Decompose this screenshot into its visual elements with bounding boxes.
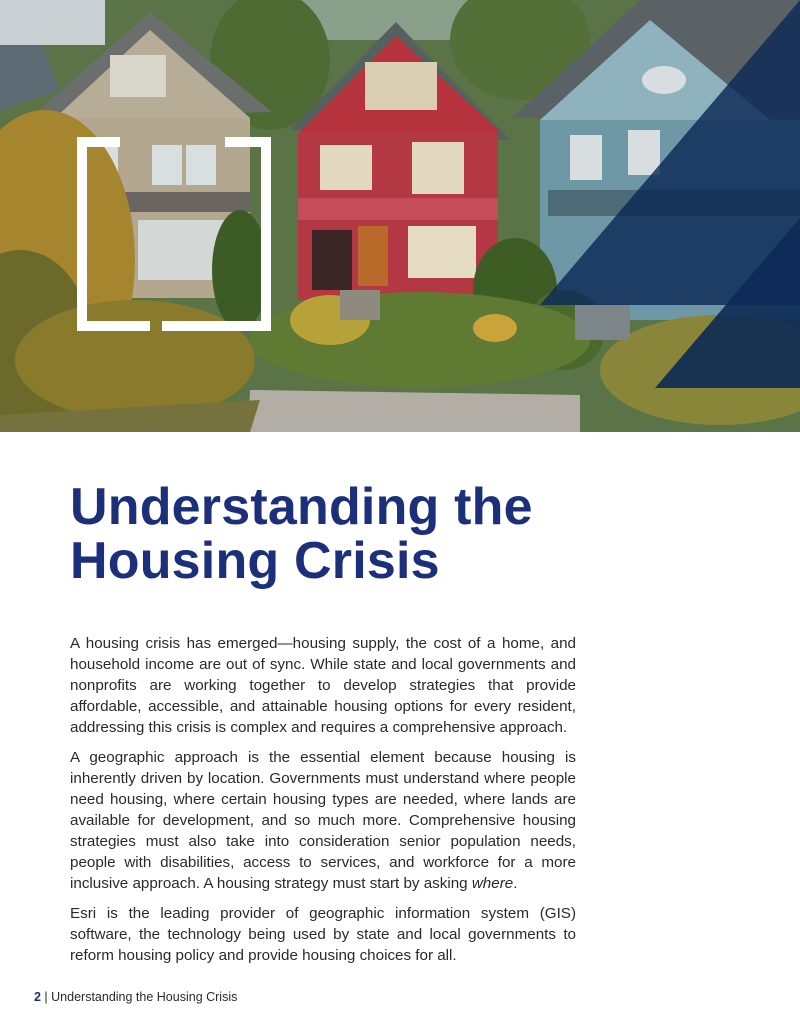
page-title-line-1: Understanding the [70,478,533,536]
paragraph-2-main: A geographic approach is the essential element because housing is inherently driven by location. Governments must understand where people need housing, where certain housing types are needed, where lands are available for development, and so much more. Comprehensive housing strategies must also take into consideration senior population needs, people with disabilities, access to services, and workforce for a more inclusive approach. A housing strategy must start by asking [70,749,576,892]
paragraph-3: Esri is the leading provider of geographic information system (GIS) software, the technology being used by state and local governments to reform housing policy and provide housing choices for all. [70,905,576,964]
page-number: 2 [34,990,41,1004]
page-title [70,480,670,588]
footer-section-title: Understanding the Housing Crisis [51,990,238,1004]
page-footer [34,990,237,1004]
page-title-line-2: Housing Crisis [70,532,440,590]
hero-image [0,0,800,432]
hero-houses-illustration [0,0,800,432]
footer-separator: | [40,990,52,1004]
paragraph-2-end: . [513,875,518,892]
paragraph-1: A housing crisis has emerged—housing supply, the cost of a home, and household income are out of sync. While state and local governments and nonprofits are working together to develop strategies that provide affordable, accessible, and attainable housing options for every resident, addressing this crisis is complex and requires a comprehensive approach. [70,635,576,736]
paragraph-2-emphasis: where [471,875,514,892]
body-text [70,633,576,975]
paragraph-2 [70,747,576,894]
